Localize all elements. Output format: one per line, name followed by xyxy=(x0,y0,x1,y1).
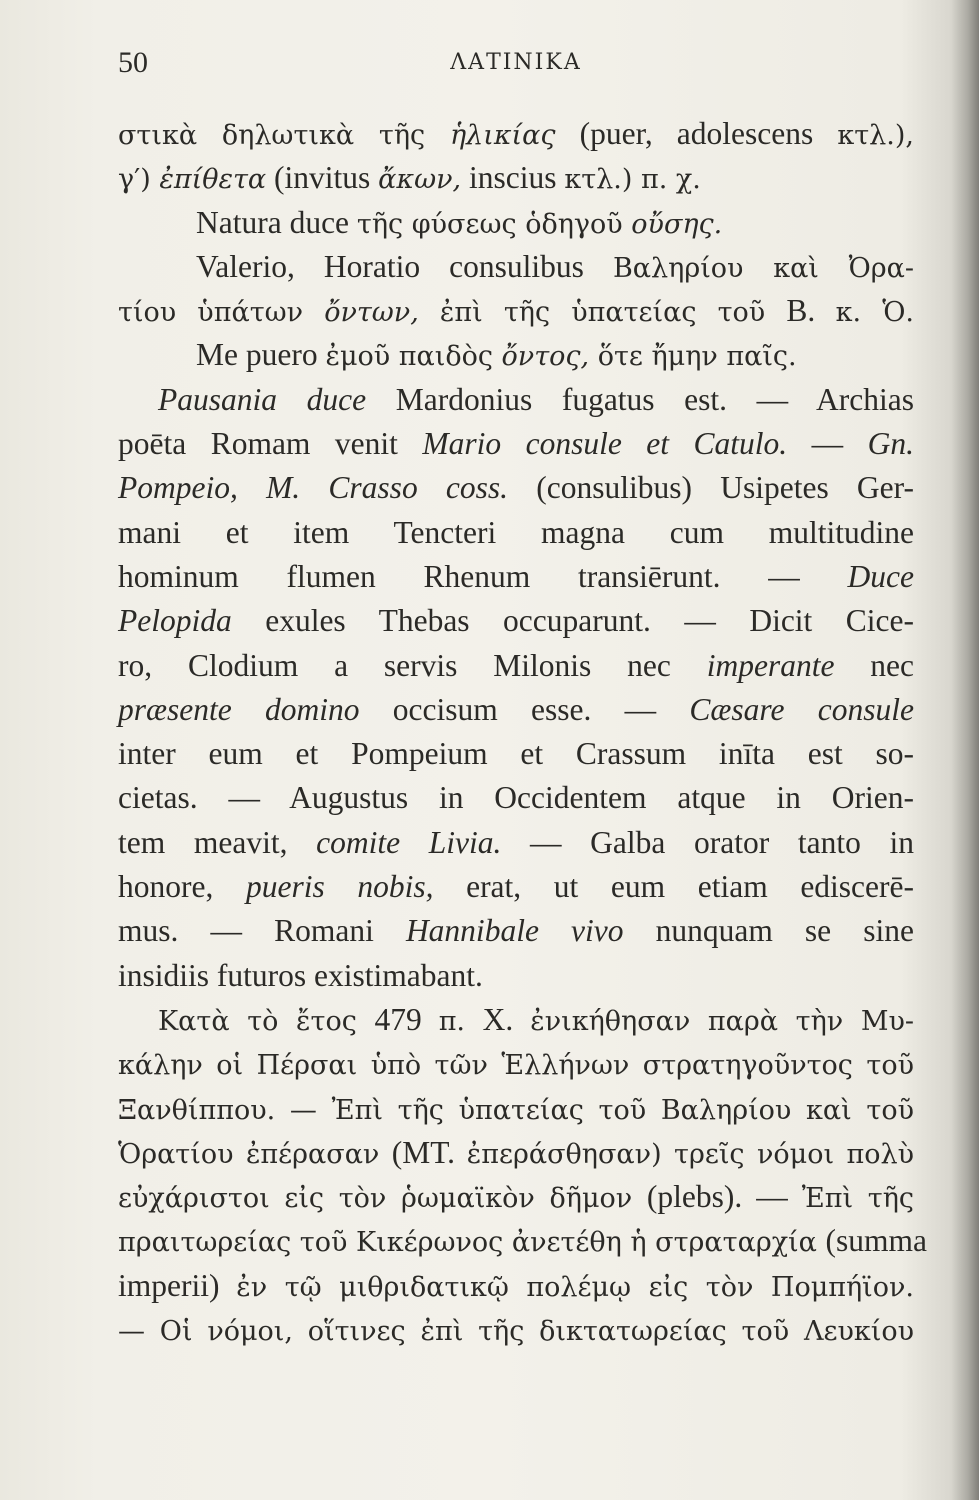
text-segment: hominum flumen Rhenum transiērunt. — xyxy=(118,558,848,594)
text-segment: πραιτωρείας τοῦ Κικέρωνος ἀνετέθη ἡ στραταρχία xyxy=(118,1227,826,1259)
text-line xyxy=(118,909,914,953)
text-segment: poēta Romam venit xyxy=(118,426,423,462)
text-line xyxy=(118,644,914,688)
text-segment: ἐπὶ τῆς ὑπατείας τοῦ xyxy=(418,297,787,329)
text-segment: τίου ὑπάτων xyxy=(118,297,325,329)
text-line xyxy=(118,1175,914,1219)
text-segment: præsente domino xyxy=(118,691,360,727)
text-segment: Ὁρατίου ἐπέρασαν xyxy=(118,1138,392,1170)
text-segment: Ἐπὶ τῆς xyxy=(801,1183,914,1215)
text-line xyxy=(118,688,914,732)
text-line xyxy=(118,245,914,289)
text-segment: Mardonius fugatus est. — Archias xyxy=(366,381,915,417)
text-segment: cietas. — Augustus in Occidentem atque in Orien- xyxy=(118,780,914,816)
text-segment: insidiis futuros existimabant. xyxy=(118,957,483,993)
text-line xyxy=(118,1087,914,1131)
text-segment: Mario consule et Catulo. xyxy=(422,426,788,462)
text-segment: Pausania duce xyxy=(158,381,367,417)
text-segment: γ′) xyxy=(118,164,160,196)
text-line xyxy=(118,998,914,1042)
text-segment: nunquam se sine xyxy=(623,913,914,949)
running-title: ΛΑΤΙΝΙΚΑ xyxy=(450,50,582,75)
text-segment: (MT. xyxy=(391,1134,467,1170)
text-line xyxy=(118,511,914,555)
text-line xyxy=(118,1219,927,1263)
text-segment: — xyxy=(787,426,868,462)
text-line xyxy=(118,732,914,776)
text-segment: imperante xyxy=(706,647,835,683)
text-segment: nec xyxy=(834,647,915,683)
text-segment: στικὰ δηλωτικὰ τῆς xyxy=(118,120,450,151)
text-line xyxy=(118,112,914,156)
text-line xyxy=(118,1308,914,1352)
text-segment: Pompeio, M. Crasso coss. xyxy=(118,470,509,506)
text-segment: comite Livia. xyxy=(316,824,502,860)
text-segment: X. xyxy=(482,1001,531,1037)
text-segment: occisum esse. — xyxy=(359,691,690,727)
text-line xyxy=(118,1264,914,1308)
text-line xyxy=(118,776,914,820)
text-line xyxy=(118,821,914,865)
text-segment: ro, Clodium a servis Milonis nec xyxy=(118,647,707,683)
text-segment: erat, ut eum etiam ediscerē- xyxy=(433,869,914,905)
text-segment: Me puero xyxy=(196,337,326,373)
text-line xyxy=(118,156,914,200)
text-line xyxy=(118,1042,914,1086)
text-segment: exules Thebas occuparunt. — Dicit Cice- xyxy=(231,603,914,639)
text-segment: ἐνικήθησαν παρὰ τὴν Μυ- xyxy=(530,1005,915,1037)
text-segment: mus. — Romani xyxy=(118,913,406,949)
page-header xyxy=(118,46,914,86)
text-segment: ἐπίθετα xyxy=(159,164,267,196)
text-segment: ἡλικίας xyxy=(449,120,556,151)
text-segment: Κατὰ τὸ ἔτος xyxy=(158,1005,375,1037)
text-segment: ὄντος, xyxy=(501,341,590,373)
text-line xyxy=(118,378,914,422)
text-segment: Duce xyxy=(847,558,914,594)
text-segment: inter eum et Pompeium et Crassum inīta est so- xyxy=(118,736,914,772)
text-line xyxy=(118,599,914,643)
text-segment: οὔσης. xyxy=(631,208,723,240)
text-segment: Βαληρίου καὶ Ὀρα- xyxy=(612,252,915,284)
text-segment: inscius xyxy=(461,160,565,196)
text-line xyxy=(118,289,914,333)
text-line xyxy=(118,422,914,466)
text-segment: τῆς φύσεως ὁδηγοῦ xyxy=(356,208,632,240)
text-segment: κ. xyxy=(835,297,883,329)
text-segment: (invitus xyxy=(266,160,379,196)
text-segment: — Οἱ νόμοι, οἵτινες ἐπὶ τῆς δικτατωρείας τοῦ Λευκίου xyxy=(118,1316,914,1348)
text-segment: κτλ.), xyxy=(837,120,914,151)
page-edge-shadow xyxy=(951,0,979,1500)
text-segment: ὄντων, xyxy=(324,297,419,329)
text-segment: ἄκων, xyxy=(378,164,462,196)
text-segment: κτλ.) π. χ. xyxy=(564,164,701,196)
text-line xyxy=(118,466,914,510)
text-segment: tem meavit, xyxy=(118,824,317,860)
text-line xyxy=(118,201,914,245)
text-segment: εὐχάριστοι εἰς τὸν ῥωμαϊκὸν δῆμον xyxy=(118,1183,647,1215)
text-line xyxy=(118,1131,914,1175)
text-line xyxy=(118,865,914,909)
text-segment: (plebs). — xyxy=(646,1179,802,1215)
text-segment: Pelopida xyxy=(118,603,232,639)
text-segment: ἐμοῦ παιδὸς xyxy=(325,341,502,373)
text-segment: Hannibale vivo xyxy=(405,913,624,949)
text-line xyxy=(118,954,914,998)
page-number: 50 xyxy=(118,46,148,79)
text-segment: Natura duce xyxy=(196,204,357,240)
text-segment: ὅτε ἤμην παῖς. xyxy=(589,341,797,373)
text-segment: Valerio, Horatio consulibus xyxy=(196,248,613,284)
text-segment: Cæsare consule xyxy=(689,691,914,727)
text-segment: (summa xyxy=(825,1223,927,1259)
body-text xyxy=(118,112,927,1352)
text-segment: Ξανθίππου. — Ἐπὶ τῆς ὑπατείας τοῦ Βαληρίου καὶ τοῦ xyxy=(118,1094,914,1126)
text-segment: imperii) xyxy=(118,1267,237,1303)
text-segment: Ὁ. xyxy=(882,297,914,329)
text-line xyxy=(118,555,914,599)
text-segment: mani et item Tencteri magna cum multitudine xyxy=(118,514,914,550)
text-line xyxy=(118,333,914,377)
text-segment: (puer, adolescens xyxy=(555,116,838,151)
text-segment: honore, xyxy=(118,869,246,905)
text-segment: Gn. xyxy=(867,426,914,462)
text-segment: π. xyxy=(438,1005,483,1037)
text-segment: κάλην οἱ Πέρσαι ὑπὸ τῶν Ἑλλήνων στρατηγοῦντος τοῦ xyxy=(118,1050,914,1082)
text-segment: pueris nobis, xyxy=(245,869,434,905)
text-segment: ἐπεράσθησαν) τρεῖς νόμοι πολὺ xyxy=(466,1138,914,1170)
text-segment: (consulibus) Usipetes Ger- xyxy=(508,470,915,506)
text-segment: ἐν τῷ μιθριδατικῷ πολέμῳ εἰς τὸν Πομπήϊον. xyxy=(236,1271,915,1303)
text-segment: 479 xyxy=(374,1001,439,1037)
text-segment: — Galba orator tanto in xyxy=(501,824,915,860)
text-segment: B. xyxy=(786,293,836,329)
